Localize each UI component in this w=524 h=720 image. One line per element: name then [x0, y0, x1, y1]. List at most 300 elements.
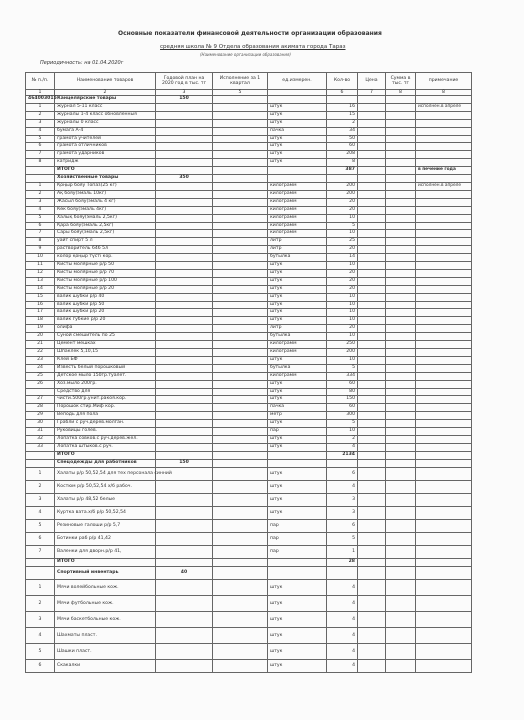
table-cell — [156, 396, 213, 404]
table-cell — [213, 135, 268, 143]
table-cell: 20 — [26, 333, 55, 341]
table-cell — [213, 532, 268, 545]
table-cell — [416, 262, 472, 270]
table-cell — [386, 151, 416, 159]
table-cell — [416, 493, 472, 506]
table-cell — [416, 388, 472, 396]
table-cell: 2 — [327, 435, 358, 443]
table-cell: Кисты молярные р/р 50 — [55, 262, 156, 270]
table-cell: Хозяйственные товары — [55, 175, 156, 183]
table-cell: 60 — [327, 404, 358, 412]
table-cell — [416, 246, 472, 254]
table-cell: 27 — [26, 396, 55, 404]
column-header: примечание — [416, 73, 472, 90]
table-cell — [156, 659, 213, 672]
table-cell — [358, 301, 386, 309]
table-cell: 8 — [26, 238, 55, 246]
table-cell — [327, 459, 358, 467]
table-cell — [386, 404, 416, 412]
table-cell — [386, 372, 416, 380]
table-cell — [213, 285, 268, 293]
table-row — [26, 643, 472, 659]
table-cell — [156, 428, 213, 436]
table-row — [26, 143, 472, 151]
table-cell — [386, 135, 416, 143]
table-cell — [156, 238, 213, 246]
table-cell: пар — [268, 532, 327, 545]
table-cell — [386, 443, 416, 451]
table-cell — [416, 198, 472, 206]
table-cell — [358, 519, 386, 532]
table-row — [26, 388, 472, 396]
table-row — [26, 262, 472, 270]
table-cell — [416, 349, 472, 357]
table-cell — [213, 119, 268, 127]
table-cell — [213, 151, 268, 159]
table-cell: 40 — [156, 566, 213, 579]
table-cell: штук — [268, 262, 327, 270]
table-cell: штук — [268, 309, 327, 317]
table-cell: 387 — [327, 167, 358, 175]
table-cell — [358, 443, 386, 451]
table-row — [26, 301, 472, 309]
table-cell — [268, 96, 327, 104]
table-cell — [386, 277, 416, 285]
table-cell: 8 — [26, 159, 55, 167]
table-cell: грамота учителей — [55, 135, 156, 143]
table-cell — [358, 230, 386, 238]
table-cell — [416, 206, 472, 214]
table-cell — [156, 412, 213, 420]
table-cell: 6 — [26, 532, 55, 545]
table-cell — [358, 480, 386, 493]
table-cell — [358, 325, 386, 333]
table-cell: олифа — [55, 325, 156, 333]
table-cell — [213, 356, 268, 364]
table-row — [26, 135, 472, 143]
table-cell — [358, 545, 386, 558]
table-cell — [416, 467, 472, 480]
table-row — [26, 198, 472, 206]
table-cell — [386, 451, 416, 459]
table-cell: чисти.500гр.унит.ракоя.кор. — [55, 396, 156, 404]
table-cell — [416, 595, 472, 611]
table-cell: Канцелярские товары — [55, 96, 156, 104]
table-cell — [358, 238, 386, 246]
table-cell — [213, 317, 268, 325]
table-cell — [386, 388, 416, 396]
table-cell — [386, 532, 416, 545]
table-cell — [416, 506, 472, 519]
table-cell — [358, 435, 386, 443]
table-cell: 22 — [26, 349, 55, 357]
table-cell: Халаты р/р 50,52,54 для тех персонала синний — [55, 467, 156, 480]
table-cell: Мячи футбольные кож. — [55, 595, 156, 611]
table-cell: Спецодежды для работников — [55, 459, 156, 467]
table-cell: валик губкие р/р 20 — [55, 317, 156, 325]
table-cell — [386, 198, 416, 206]
table-cell — [268, 167, 327, 175]
table-cell — [416, 420, 472, 428]
table-row — [26, 269, 472, 277]
table-cell — [268, 566, 327, 579]
table-cell — [386, 506, 416, 519]
table-cell: 2 — [26, 480, 55, 493]
table-row — [26, 230, 472, 238]
table-cell: штук — [268, 356, 327, 364]
table-cell — [156, 643, 213, 659]
table-cell: штук — [268, 285, 327, 293]
column-number: 5 — [213, 90, 268, 96]
table-cell — [416, 214, 472, 222]
table-cell — [358, 285, 386, 293]
table-cell — [416, 356, 472, 364]
table-cell: штук — [268, 443, 327, 451]
table-row — [26, 566, 472, 579]
table-cell: 6 — [26, 659, 55, 672]
column-number: 8 — [416, 90, 472, 96]
table-cell: растворитель 646 5л — [55, 246, 156, 254]
table-cell — [416, 545, 472, 558]
table-cell: пачка — [268, 404, 327, 412]
table-cell — [213, 127, 268, 135]
table-cell: 4 — [26, 206, 55, 214]
table-cell: в печение года — [416, 167, 472, 175]
table-cell — [213, 96, 268, 104]
table-row — [26, 627, 472, 643]
table-cell: 10 — [327, 262, 358, 270]
table-cell — [358, 111, 386, 119]
table-cell — [156, 420, 213, 428]
table-row — [26, 493, 472, 506]
table-cell — [386, 103, 416, 111]
table-cell: килограмм — [268, 214, 327, 222]
table-cell — [358, 262, 386, 270]
table-cell — [213, 380, 268, 388]
table-cell — [156, 167, 213, 175]
table-cell: 10 — [327, 428, 358, 436]
table-cell — [213, 175, 268, 183]
table-cell — [416, 293, 472, 301]
table-cell: 20 — [327, 269, 358, 277]
table-cell: пар — [268, 428, 327, 436]
column-header: ед.измерен. — [268, 73, 327, 90]
table-cell: 1 — [26, 579, 55, 595]
table-cell: Кисты молярные р/р 20 — [55, 285, 156, 293]
table-cell: штук — [268, 627, 327, 643]
table-cell: Валенки для дворн.р/р 41, — [55, 545, 156, 558]
table-cell: ИТОГО — [55, 451, 156, 459]
table-cell — [327, 566, 358, 579]
table-row — [26, 206, 472, 214]
table-cell: грамота отличников — [55, 143, 156, 151]
table-cell: штук — [268, 119, 327, 127]
table-cell: штук — [268, 579, 327, 595]
table-cell — [156, 190, 213, 198]
table-cell — [213, 222, 268, 230]
table-cell — [213, 519, 268, 532]
table-cell: бутылка — [268, 333, 327, 341]
table-row — [26, 285, 472, 293]
table-cell: 15 — [26, 293, 55, 301]
table-row — [26, 167, 472, 175]
table-cell: Халаты р/р 48,52 белые — [55, 493, 156, 506]
table-cell — [156, 627, 213, 643]
table-cell — [358, 151, 386, 159]
table-cell — [416, 230, 472, 238]
table-cell: 4 — [327, 643, 358, 659]
table-cell — [156, 388, 213, 396]
table-cell: 5 — [26, 214, 55, 222]
table-cell — [213, 579, 268, 595]
table-cell — [358, 222, 386, 230]
table-row — [26, 119, 472, 127]
table-row — [26, 611, 472, 627]
table-cell — [156, 579, 213, 595]
table-cell — [358, 428, 386, 436]
table-cell: Мячи баскетбольные кож. — [55, 611, 156, 627]
table-cell: 12 — [26, 269, 55, 277]
table-cell: литр — [268, 238, 327, 246]
table-cell: Цемент мешках — [55, 341, 156, 349]
table-cell: 150 — [156, 459, 213, 467]
table-cell — [386, 566, 416, 579]
table-cell: килограмм — [268, 182, 327, 190]
table-cell: 15 — [327, 111, 358, 119]
table-cell — [358, 293, 386, 301]
table-cell: 5 — [327, 364, 358, 372]
column-header: № п./п. — [26, 73, 55, 90]
table-cell — [213, 214, 268, 222]
table-cell — [156, 611, 213, 627]
table-cell — [358, 277, 386, 285]
table-cell: 1 — [327, 545, 358, 558]
table-cell — [386, 269, 416, 277]
table-row — [26, 380, 472, 388]
table-cell: Қара бояу(эмаль 2,5кг) — [55, 222, 156, 230]
table-cell: 5 — [327, 532, 358, 545]
table-cell — [386, 380, 416, 388]
table-cell: 1 — [26, 467, 55, 480]
table-cell: 10 — [327, 301, 358, 309]
table-row — [26, 325, 472, 333]
table-cell — [386, 206, 416, 214]
table-cell: 28 — [26, 404, 55, 412]
table-cell — [416, 254, 472, 262]
table-cell — [213, 262, 268, 270]
table-row — [26, 364, 472, 372]
table-cell — [416, 269, 472, 277]
table-cell — [156, 451, 213, 459]
table-cell: 24 — [26, 364, 55, 372]
table-cell: 21 — [26, 341, 55, 349]
table-cell: Кисты молярные р/р 70 — [55, 269, 156, 277]
table-cell — [156, 325, 213, 333]
table-cell: Порошок стир.Миф кор. — [55, 404, 156, 412]
table-cell: 7 — [26, 151, 55, 159]
table-cell: 334 — [327, 372, 358, 380]
table-cell — [213, 459, 268, 467]
table-cell — [416, 222, 472, 230]
table-cell: штук — [268, 506, 327, 519]
table-cell: штук — [268, 135, 327, 143]
table-cell: 4 — [327, 627, 358, 643]
table-cell — [416, 380, 472, 388]
table-cell — [386, 349, 416, 357]
table-cell — [213, 443, 268, 451]
table-cell: 3 — [327, 493, 358, 506]
table-cell: килограмм — [268, 372, 327, 380]
table-cell — [213, 506, 268, 519]
table-row — [26, 190, 472, 198]
table-cell: штук — [268, 467, 327, 480]
table-cell — [358, 532, 386, 545]
table-cell: исполнен.в апреле — [416, 103, 472, 111]
table-cell — [156, 119, 213, 127]
table-cell: 20 — [327, 198, 358, 206]
table-cell: килограмм — [268, 190, 327, 198]
table-cell — [358, 341, 386, 349]
column-number: 2 — [55, 90, 156, 96]
table-cell — [156, 349, 213, 357]
table-cell: грамота ударников — [55, 151, 156, 159]
table-row — [26, 277, 472, 285]
table-cell: Лопатка совков.с руч.дерев.жел. — [55, 435, 156, 443]
table-cell: 19 — [26, 325, 55, 333]
table-cell — [213, 230, 268, 238]
column-header: Цена — [358, 73, 386, 90]
table-cell: штук — [268, 143, 327, 151]
table-cell: 4 — [26, 506, 55, 519]
table-cell: 30 — [26, 420, 55, 428]
table-cell — [358, 175, 386, 183]
table-cell: литр — [268, 325, 327, 333]
table-cell — [416, 285, 472, 293]
table-cell — [416, 301, 472, 309]
table-row — [26, 595, 472, 611]
table-cell — [156, 222, 213, 230]
table-cell — [358, 159, 386, 167]
column-header: Кол-во — [327, 73, 358, 90]
table-cell — [386, 333, 416, 341]
table-cell — [386, 480, 416, 493]
table-cell — [358, 388, 386, 396]
table-cell — [358, 206, 386, 214]
table-cell — [213, 301, 268, 309]
table-cell: 5 — [26, 135, 55, 143]
table-cell — [26, 459, 55, 467]
table-cell — [358, 506, 386, 519]
table-row — [26, 96, 472, 104]
table-cell: штук — [268, 380, 327, 388]
table-cell — [213, 420, 268, 428]
table-body — [26, 96, 472, 673]
table-cell: 250 — [327, 341, 358, 349]
table-cell — [358, 459, 386, 467]
table-cell — [156, 364, 213, 372]
table-cell — [213, 611, 268, 627]
table-cell — [213, 182, 268, 190]
table-cell — [213, 388, 268, 396]
table-cell — [416, 627, 472, 643]
table-cell: 3 — [327, 506, 358, 519]
table-cell — [26, 558, 55, 566]
table-cell: 14 — [327, 254, 358, 262]
table-cell — [358, 451, 386, 459]
table-cell: 32 — [26, 435, 55, 443]
table-row — [26, 111, 472, 119]
table-cell: 3 — [26, 493, 55, 506]
table-cell: Суной смешитель по 25 — [55, 333, 156, 341]
table-row — [26, 451, 472, 459]
table-row — [26, 182, 472, 190]
table-row — [26, 372, 472, 380]
table-cell — [386, 262, 416, 270]
table-cell — [213, 372, 268, 380]
table-cell: штук — [268, 435, 327, 443]
table-cell — [416, 558, 472, 566]
table-cell — [156, 356, 213, 364]
table-cell — [386, 428, 416, 436]
table-cell — [213, 467, 268, 480]
table-cell — [386, 325, 416, 333]
table-cell: бутылка — [268, 254, 327, 262]
table-cell: Костюм р/р 50,52,54 х/б рабоч. — [55, 480, 156, 493]
table-cell — [386, 175, 416, 183]
table-cell — [386, 214, 416, 222]
table-cell — [156, 230, 213, 238]
table-row — [26, 420, 472, 428]
table-cell: 14 — [26, 285, 55, 293]
table-cell: 5 — [327, 420, 358, 428]
table-cell — [156, 262, 213, 270]
table-cell: 5 — [26, 519, 55, 532]
table-cell: уайт спирт 5 л — [55, 238, 156, 246]
table-cell — [213, 558, 268, 566]
table-cell: килограмм — [268, 349, 327, 357]
table-cell: Жасыл бояу(эмаль 4 кг) — [55, 198, 156, 206]
column-number: 6 — [327, 90, 358, 96]
table-cell — [358, 364, 386, 372]
table-cell — [416, 364, 472, 372]
table-cell — [213, 238, 268, 246]
table-cell — [213, 254, 268, 262]
table-cell — [386, 611, 416, 627]
table-cell: 3 — [26, 611, 55, 627]
table-cell: 28 — [327, 558, 358, 566]
table-cell — [213, 480, 268, 493]
table-row — [26, 356, 472, 364]
table-cell: 20 — [327, 277, 358, 285]
table-cell — [156, 198, 213, 206]
table-cell — [358, 412, 386, 420]
table-cell — [156, 206, 213, 214]
table-cell — [386, 96, 416, 104]
table-cell — [386, 293, 416, 301]
table-cell — [358, 611, 386, 627]
table-cell — [358, 349, 386, 357]
table-cell — [156, 595, 213, 611]
table-cell — [358, 420, 386, 428]
table-cell — [213, 566, 268, 579]
table-row — [26, 404, 472, 412]
table-cell — [416, 443, 472, 451]
table-cell — [156, 277, 213, 285]
table-cell: штук — [268, 277, 327, 285]
table-cell — [213, 333, 268, 341]
table-cell — [358, 558, 386, 566]
table-cell — [213, 190, 268, 198]
